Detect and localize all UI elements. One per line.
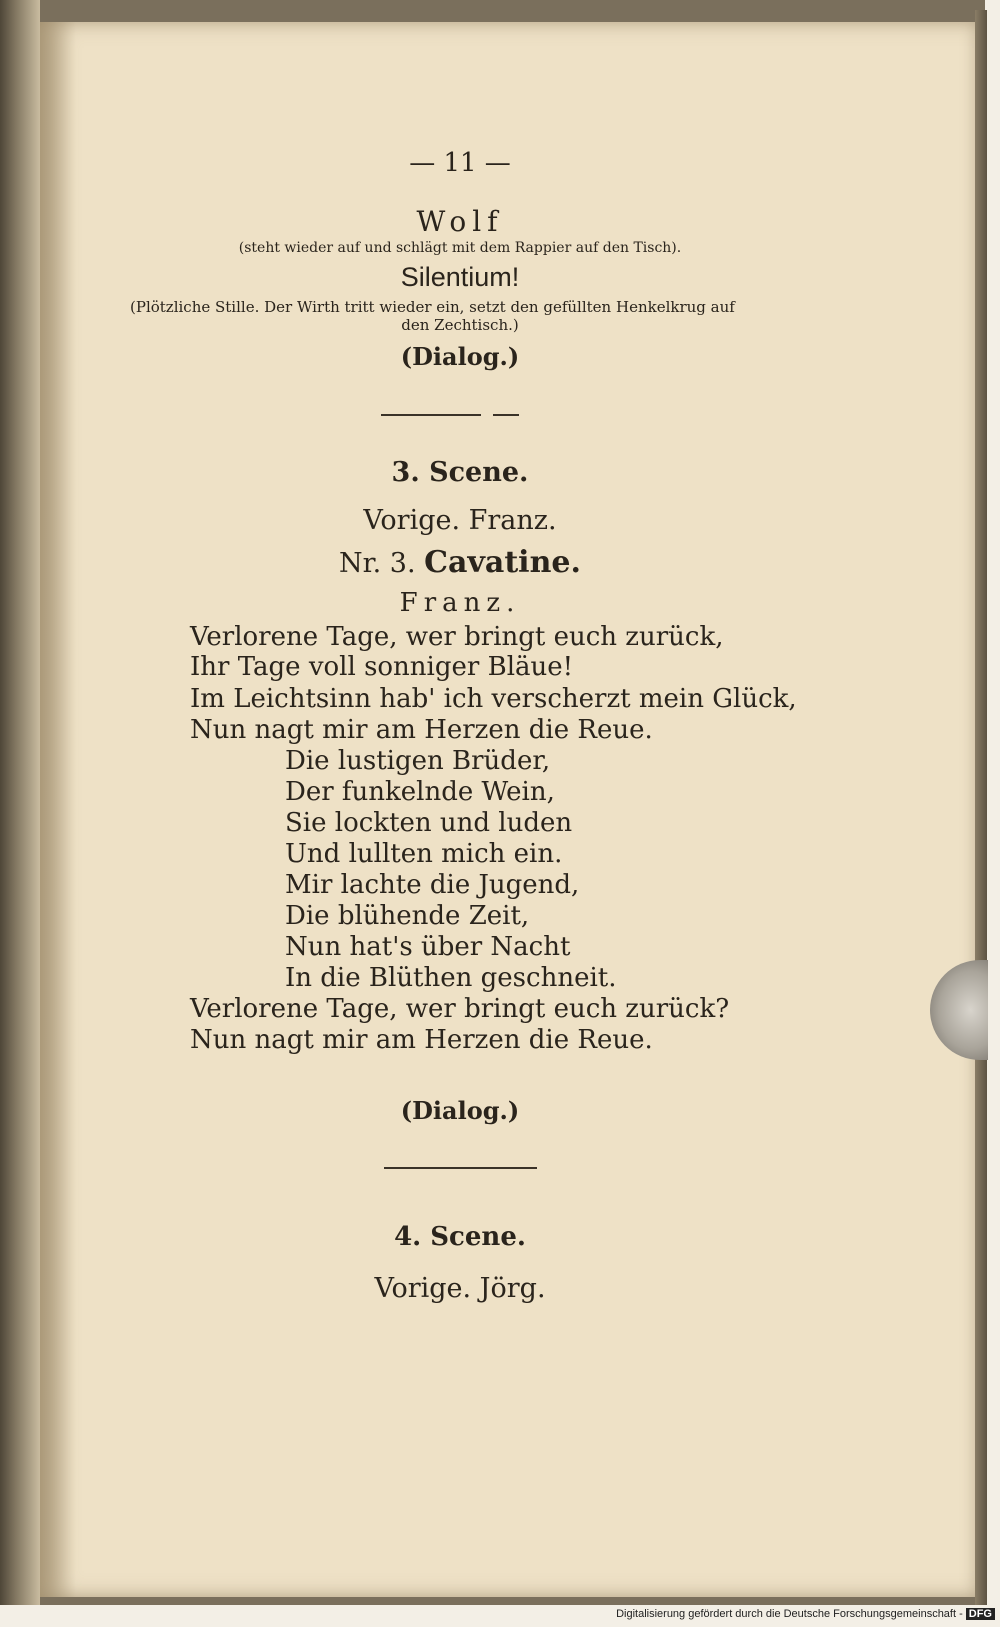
verse-line: Mir lachte die Jugend, <box>285 870 580 900</box>
verse-line: Nun nagt mir am Herzen die Reue. <box>190 715 653 745</box>
section-divider <box>381 414 481 416</box>
gutter-shadow <box>40 22 76 1597</box>
right-page-edge <box>975 10 987 1605</box>
speaker-name: Wolf <box>416 205 504 238</box>
spoken-line: Silentium! <box>400 262 520 292</box>
digitization-credit <box>600 1608 995 1620</box>
verse-line: Sie lockten und luden <box>285 808 573 838</box>
stage-direction: (Plötzliche Stille. Der Wirth tritt wieder ein, setzt den gefüllten Henkelkrug auf <box>130 298 735 316</box>
stage-direction: (steht wieder auf und schlägt mit dem Rappier auf den Tisch). <box>238 240 682 256</box>
stage-direction-continued: den Zechtisch.) <box>401 316 519 334</box>
musical-number <box>0 545 920 580</box>
credit-text: Digitalisierung gefördert durch die Deutsche Forschungsgemeinschaft - <box>616 1608 963 1620</box>
verse-line: Und lullten mich ein. <box>285 839 563 869</box>
page-number: — 11 — <box>409 148 511 178</box>
number-title: Cavatine. <box>424 545 581 580</box>
dialog-marker: (Dialog.) <box>400 1096 520 1125</box>
verse-line: Im Leichtsinn hab' ich verscherzt mein Glück, <box>190 684 797 714</box>
verse-line: In die Blüthen geschneit. <box>285 963 617 993</box>
verse-line: Der funkelnde Wein, <box>285 777 555 807</box>
dfg-logo: DFG <box>966 1608 995 1620</box>
verse-line: Verlorene Tage, wer bringt euch zurück, <box>190 622 724 652</box>
speaker-name: Franz. <box>399 588 521 618</box>
verse-line: Ihr Tage voll sonniger Bläue! <box>190 652 574 682</box>
section-divider <box>384 1167 537 1169</box>
verse-line: Nun hat's über Nacht <box>285 932 571 962</box>
scene-heading: 4. Scene. <box>394 1222 526 1252</box>
verse-line: Verlorene Tage, wer bringt euch zurück? <box>190 994 730 1024</box>
verse-line: Nun nagt mir am Herzen die Reue. <box>190 1025 653 1055</box>
verse-line: Die lustigen Brüder, <box>285 746 551 776</box>
verse-line: Die blühende Zeit, <box>285 901 530 931</box>
scene-cast: Vorige. Jörg. <box>374 1273 546 1304</box>
number-label: Nr. 3. <box>339 548 416 579</box>
section-divider-dash <box>493 414 519 416</box>
scene-cast: Vorige. Franz. <box>363 505 557 536</box>
scene-heading: 3. Scene. <box>391 457 529 488</box>
dialog-marker: (Dialog.) <box>400 342 520 371</box>
